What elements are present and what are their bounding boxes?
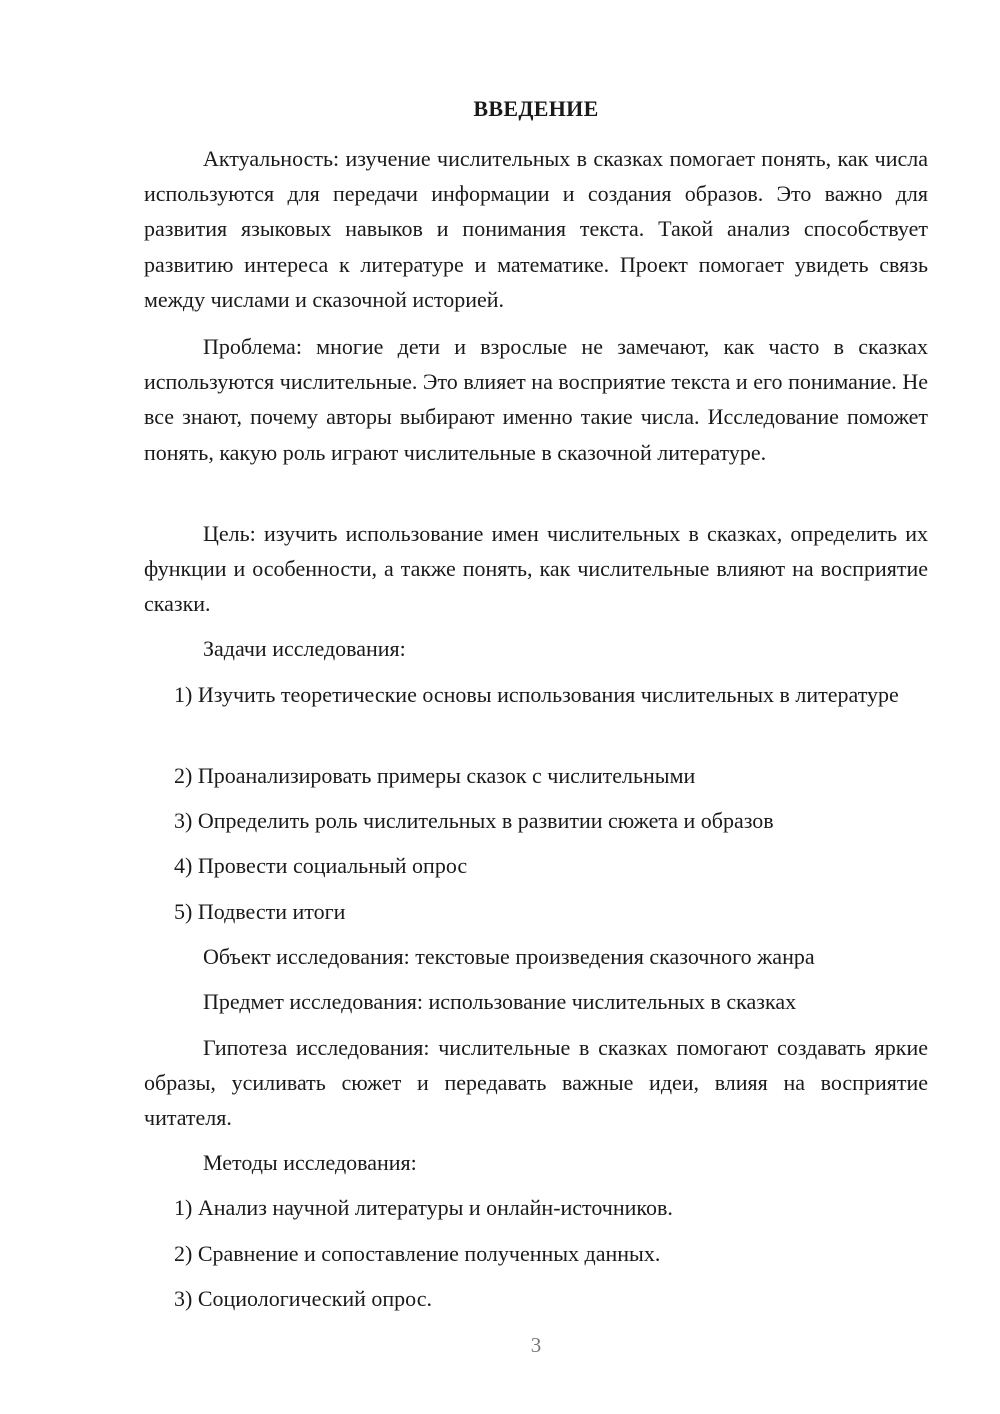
methods-heading: Методы исследования:	[203, 1150, 417, 1175]
paragraph-subject: Предмет исследования: использование числительных в сказках	[203, 989, 797, 1014]
paragraph-hypothesis: Гипотеза исследования: числительные в сказках помогают создавать яркие образы, усиливать сюжет и передавать важные идеи, влияя на восприятие читателя.	[144, 1035, 928, 1131]
task-item: 1) Изучить теоретические основы использования числительных в литературе	[174, 682, 899, 707]
task-item: 4) Провести социальный опрос	[174, 853, 468, 878]
paragraph-problem: Проблема: многие дети и взрослые не замечают, как часто в сказках используются числительные. Это влияет на восприятие текста и его понимание. Не все знают, почему авторы выбирают именно такие числа. Исследование поможет понять, какую роль играют числительные в сказочной литературе.	[144, 334, 928, 465]
paragraph-object: Объект исследования: текстовые произведения сказочного жанра	[203, 944, 815, 969]
task-item: 5) Подвести итоги	[174, 899, 346, 924]
task-item: 2) Проанализировать примеры сказок с числительными	[174, 763, 696, 788]
paragraph-goal: Цель: изучить использование имен числительных в сказках, определить их функции и особенности, а также понять, как числительные влияют на восприятие сказки.	[144, 521, 928, 617]
task-item: 3) Определить роль числительных в развитии сюжета и образов	[174, 808, 774, 833]
tasks-heading: Задачи исследования:	[203, 636, 406, 661]
method-item: 2) Сравнение и сопоставление полученных данных.	[174, 1241, 661, 1266]
method-item: 1) Анализ научной литературы и онлайн-источников.	[174, 1195, 673, 1220]
paragraph-relevance: Актуальность: изучение числительных в сказках помогает понять, как числа используются для передачи информации и создания образов. Это важно для развития языковых навыков и понимания текста. Такой анализ способствует развитию интереса к литературе и математике. Проект помогает увидеть связь между числами и сказочной историей.	[144, 146, 928, 312]
method-item: 3) Социологический опрос.	[174, 1286, 432, 1311]
page-number: 3	[530, 1333, 542, 1357]
page-title: ВВЕДЕНИЕ	[473, 96, 599, 121]
